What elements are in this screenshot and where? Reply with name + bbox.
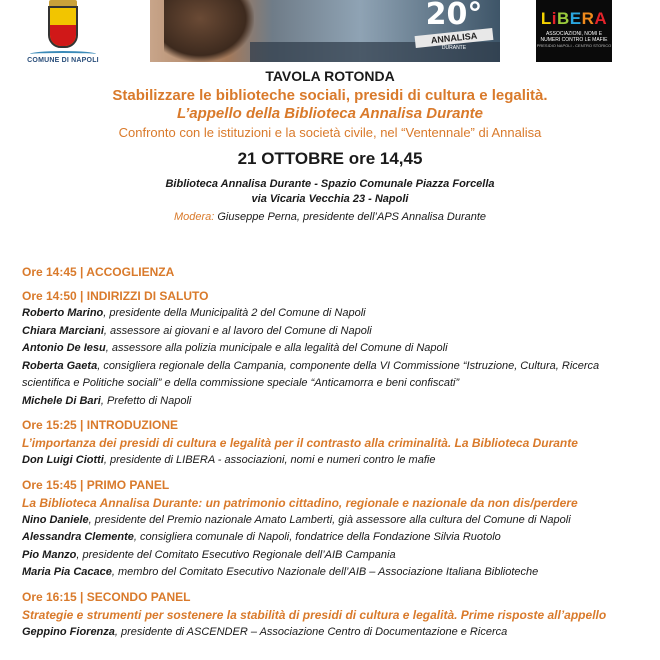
speaker-role: , presidente di LIBERA - associazioni, nomi e numeri contro le mafie: [103, 454, 436, 466]
speaker-entry: [22, 452, 642, 470]
speaker-name: Roberto Marino: [22, 307, 104, 319]
speaker-role: , assessore ai giovani e al lavoro del Comune di Napoli: [103, 324, 372, 337]
section-heading: Ore 16:15 | SECONDO PANEL: [22, 589, 191, 604]
speaker-entry: [22, 305, 642, 323]
speaker-name: Chiara Marciani: [22, 324, 104, 337]
speaker-name: Maria Pia Cacace: [22, 566, 112, 578]
event-address: via Vicaria Vecchia 23 - Napoli: [251, 193, 409, 205]
speaker-entry: [22, 340, 642, 358]
speaker-role: , assessore alla polizia municipale e alla legalità del Comune di Napoli: [105, 342, 448, 354]
shield-icon: [48, 6, 78, 48]
event-date: 21 OTTOBRE ore 14,45: [237, 149, 423, 168]
libera-tagline: ASSOCIAZIONI, NOMI E NUMERI CONTRO LE MAFIE: [540, 31, 608, 43]
section-topic: Strategie e strumenti per sostenere la stabilità di presidi di cultura e legalità. Prime risposte all’appello: [22, 607, 607, 622]
anniversary-ribbon: ANNALISA: [415, 28, 494, 48]
program-section: [22, 281, 642, 410]
event-moderator: [0, 211, 660, 223]
moderator-label: Modera:: [173, 211, 215, 223]
section-heading: Ore 14:50 | INDIRIZZI DI SALUTO: [22, 289, 209, 303]
speaker-name: Nino Daniele: [22, 513, 89, 526]
anniversary-number: 20°: [425, 0, 483, 32]
speaker-entry: [22, 547, 642, 565]
event-venue: Biblioteca Annalisa Durante - Spazio Comunale Piazza Forcella: [165, 178, 495, 190]
speaker-entry: [22, 624, 642, 642]
speaker-entry: [22, 323, 642, 341]
section-heading: Ore 15:25 | INTRODUZIONE: [22, 418, 179, 432]
speaker-entry: [22, 529, 642, 547]
speaker-name: Pio Manzo: [22, 548, 77, 561]
speaker-name: Roberta Gaeta: [22, 359, 98, 372]
speaker-name: Geppino Fiorenza: [22, 625, 115, 638]
speaker-name: Antonio De Iesu: [22, 342, 106, 354]
program-section: [22, 582, 642, 642]
event-intro: [0, 68, 660, 223]
libera-presidio: PRESIDIO NAPOLI - CENTRO STORICO: [536, 43, 612, 48]
speaker-entry: [22, 564, 642, 582]
speaker-role: , consigliera regionale della Campania, componente della VI Commissione “Istruzione, Cultura, Ricerca scientifica e Politiche sociali” e della commissione speciale “Anticamorra e beni confiscati”: [22, 359, 600, 389]
section-heading: Ore 15:45 | PRIMO PANEL: [22, 477, 170, 492]
speaker-role: , consigliera comunale di Napoli, fondatrice della Fondazione Silvia Ruotolo: [133, 531, 501, 543]
comune-di-napoli-logo: [22, 0, 104, 64]
program-section: [22, 263, 642, 281]
libera-wordmark: LiBERA: [540, 9, 608, 28]
speaker-role: , Prefetto di Napoli: [100, 394, 192, 407]
event-kind: TAVOLA ROTONDA: [265, 68, 395, 84]
section-topic: L’importanza dei presidi di cultura e legalità per il contrasto alla criminalità. La Biblioteca Durante: [22, 436, 578, 450]
section-heading: Ore 14:45 | ACCOGLIENZA: [22, 265, 175, 279]
speaker-name: Alessandra Clemente: [22, 531, 134, 543]
speaker-role: , presidente del Premio nazionale Amato Lamberti, già assessore alla cultura del Comune di Napoli: [88, 513, 571, 526]
anniversary-sub: DURANTE: [441, 45, 467, 51]
program-section: [22, 470, 642, 582]
speaker-role: , presidente del Comitato Esecutivo Regionale dell’AIB Campania: [76, 548, 396, 561]
speaker-role: , presidente della Municipalità 2 del Comune di Napoli: [103, 307, 366, 319]
speaker-entry: [22, 512, 642, 530]
speaker-entry: [22, 393, 642, 411]
program-section: [22, 410, 642, 470]
event-tagline: Confronto con le istituzioni e la società civile, nel “Ventennale” di Annalisa: [118, 125, 542, 140]
program-list: [22, 263, 642, 641]
moderator-name: Giuseppe Perna, presidente dell’APS Annalisa Durante: [217, 211, 487, 223]
speaker-name: Don Luigi Ciotti: [22, 454, 104, 466]
event-title: Stabilizzare le biblioteche sociali, presidi di cultura e legalità.: [112, 87, 548, 104]
annalisa-banner-image: [150, 0, 500, 62]
poster-header: [0, 0, 660, 66]
speaker-name: Michele Di Bari: [22, 394, 101, 407]
section-topic: La Biblioteca Annalisa Durante: un patrimonio cittadino, regionale e nazionale da non dis/perdere: [22, 495, 578, 510]
anniversary-badge: [415, 0, 493, 58]
speaker-role: , presidente di ASCENDER – Associazione Centro di Documentazione e Ricerca: [114, 625, 508, 638]
comune-label: COMUNE DI NAPOLI: [27, 57, 99, 64]
speaker-role: , membro del Comitato Esecutivo Nazionale dell’AIB – Associazione Italiana Biblioteche: [111, 566, 539, 578]
libera-logo: [536, 0, 612, 62]
speaker-entry: [22, 358, 642, 393]
event-subtitle: L’appello della Biblioteca Annalisa Durante: [177, 105, 483, 122]
